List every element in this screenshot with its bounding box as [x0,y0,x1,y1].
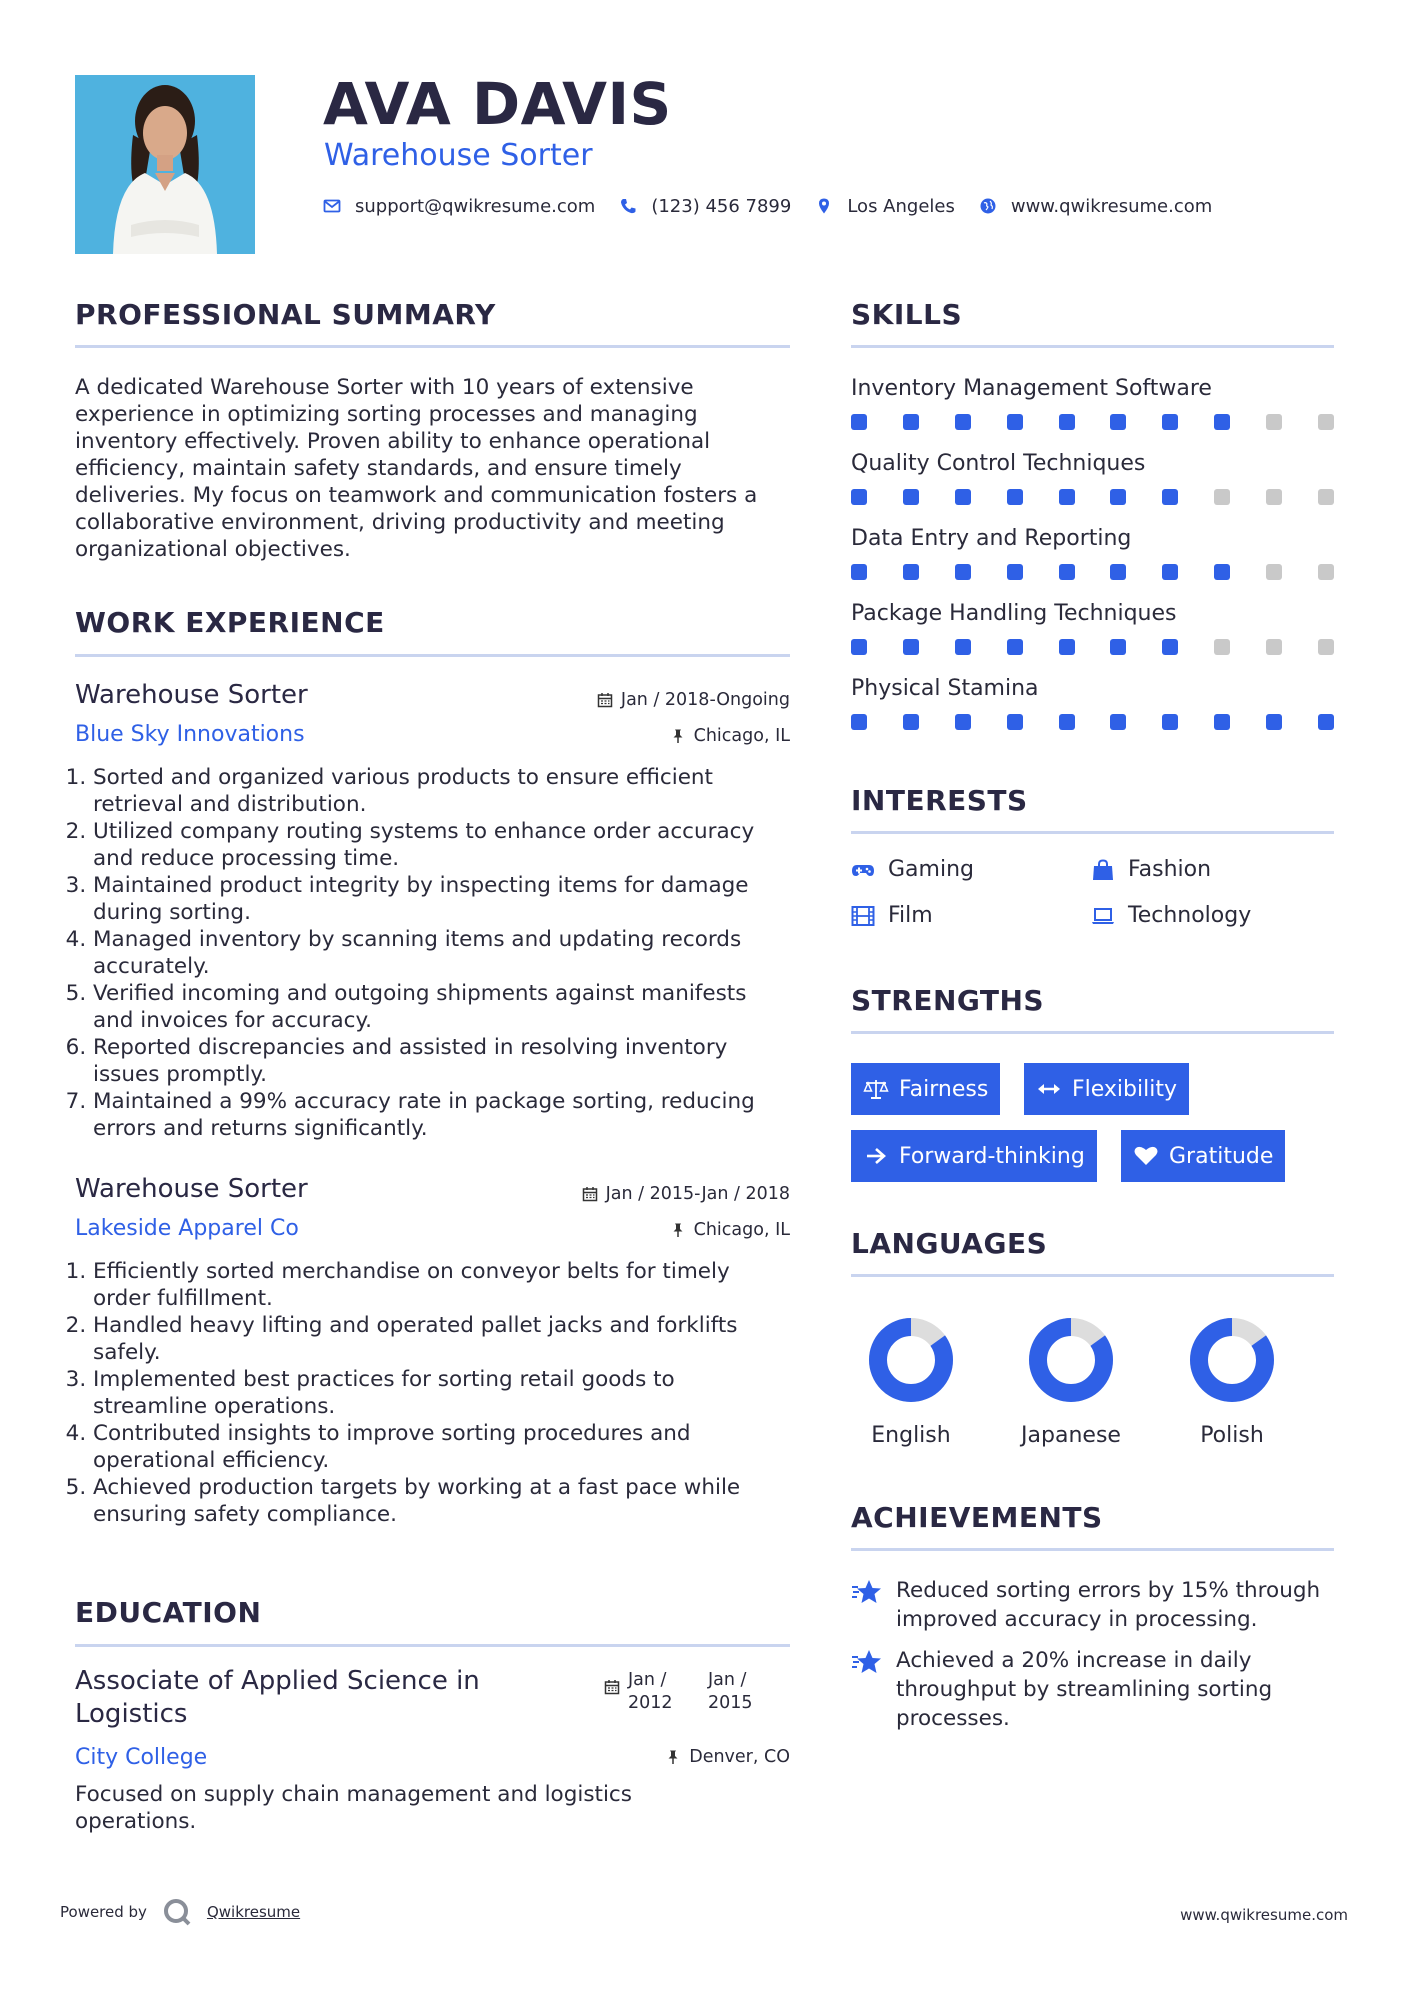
skill-dot-empty [1266,489,1282,505]
job-dates [582,1184,790,1204]
job-role: Warehouse Sorter [75,1174,308,1204]
education-location [665,1747,790,1767]
skill-dot-filled [1162,414,1178,430]
powered-by-text: Powered by [60,1903,147,1921]
skill-dot-filled [1214,564,1230,580]
education-heading: EDUCATION [75,1596,262,1629]
job-company[interactable]: Lakeside Apparel Co [75,1216,299,1241]
calendar-icon [604,1679,620,1695]
skill-dot-empty [1318,414,1334,430]
duty-item: 4. Managed inventory by scanning items and updating records accurately. [93,926,813,980]
strengths-heading: STRENGTHS [851,984,1045,1017]
language-name: Polish [1200,1423,1264,1448]
languages-heading: LANGUAGES [851,1227,1048,1260]
summary-heading: PROFESSIONAL SUMMARY [75,298,496,331]
achievements-divider [851,1548,1334,1551]
skill-dot-empty [1318,639,1334,655]
skill-dot-filled [903,714,919,730]
language-name: English [871,1423,951,1448]
job-company[interactable]: Blue Sky Innovations [75,722,305,747]
skill-dot-filled [1162,489,1178,505]
film-icon [851,905,875,927]
job-location-text: Chicago, IL [693,726,790,746]
skill-dot-empty [1266,564,1282,580]
skill-dot-empty [1266,414,1282,430]
skill-dot-filled [1007,414,1023,430]
education-school[interactable]: City College [75,1745,208,1770]
language-name: Japanese [1021,1423,1121,1448]
skill-dot-filled [851,714,867,730]
interest-label: Technology [1128,903,1252,928]
strength-label: Forward-thinking [899,1143,1085,1169]
strength-label: Fairness [899,1076,989,1102]
interest-label: Film [888,903,933,928]
language-donut [866,1315,956,1405]
contact-email[interactable]: support@qwikresume.com [355,195,596,217]
education-end-date: Jan / 2015 [708,1670,753,1713]
experience-heading: WORK EXPERIENCE [75,606,385,639]
job-duties-list [69,764,813,1142]
duty-item: 3. Implemented best practices for sorting retail goods to streamline operations. [93,1366,813,1420]
skill-dot-filled [1162,564,1178,580]
interest-item [851,857,974,882]
education-degree: Associate of Applied Science in Logistics [75,1666,480,1729]
skill-dot-empty [1214,489,1230,505]
skill-dot-filled [851,639,867,655]
phone-icon [619,197,637,215]
calendar-icon [597,692,613,708]
languages-divider [851,1274,1334,1277]
pushpin-icon [670,728,686,744]
interests-divider [851,831,1334,834]
skill-rating [851,714,1334,732]
achievement-item [851,1646,1341,1733]
skill-dot-filled [903,639,919,655]
duty-item: 5. Verified incoming and outgoing shipments against manifests and invoices for accuracy. [93,980,813,1034]
job-location [670,1220,790,1240]
job-duties-list [69,1258,813,1528]
skill-dot-filled [955,564,971,580]
job-dates-text: Jan / 2018-Ongoing [620,690,790,710]
interest-label: Gaming [888,857,974,882]
skill-dot-filled [1007,489,1023,505]
skills-divider [851,345,1334,348]
duty-item: 4. Contributed insights to improve sorting procedures and operational efficiency. [93,1420,813,1474]
skill-rating [851,564,1334,582]
strength-badge [1024,1063,1189,1115]
skill-dot-filled [1059,564,1075,580]
map-pin-icon [815,197,833,215]
skill-dot-filled [903,489,919,505]
duty-item: 6. Reported discrepancies and assisted in resolving inventory issues promptly. [93,1034,813,1088]
interest-label: Fashion [1128,857,1212,882]
duty-item: 2. Utilized company routing systems to enhance order accuracy and reduce processing time. [93,818,813,872]
education-divider [75,1644,790,1647]
summary-line: collaborative environment, driving productivity and meeting [75,510,725,535]
interest-item [851,903,933,928]
heart-icon [1133,1145,1159,1167]
strength-badge [851,1063,1000,1115]
skill-dot-empty [1318,489,1334,505]
skill-dot-filled [851,564,867,580]
pushpin-icon [670,1222,686,1238]
duty-item: 2. Handled heavy lifting and operated pallet jacks and forklifts safely. [93,1312,813,1366]
skill-dot-filled [851,489,867,505]
education-description: Focused on supply chain management and logistics operations. [75,1782,632,1834]
skill-name: Quality Control Techniques [851,451,1146,476]
skill-name: Inventory Management Software [851,376,1212,401]
skill-dot-filled [1162,714,1178,730]
skill-dot-filled [1059,489,1075,505]
skill-dot-filled [1214,414,1230,430]
skill-dot-filled [1110,414,1126,430]
skill-dot-filled [1110,714,1126,730]
summary-text [75,374,795,563]
education-location-text: Denver, CO [689,1747,790,1767]
strength-badge [1121,1130,1285,1182]
interests-heading: INTERESTS [851,784,1028,817]
profile-photo-illustration [75,75,255,254]
summary-line: inventory effectively. Proven ability to enhance operational [75,429,711,454]
skill-dot-filled [1059,414,1075,430]
skill-rating [851,489,1334,507]
skill-dot-filled [1007,639,1023,655]
contact-bar [323,195,1236,217]
strength-label: Gratitude [1169,1143,1274,1169]
skill-dot-filled [1007,714,1023,730]
contact-website[interactable]: www.qwikresume.com [1010,195,1213,217]
skill-dot-filled [955,639,971,655]
summary-line: organizational objectives. [75,537,351,562]
job-role: Warehouse Sorter [75,680,308,710]
achievements-heading: ACHIEVEMENTS [851,1501,1103,1534]
skill-dot-filled [851,414,867,430]
language-item [1157,1315,1307,1448]
job-location-text: Chicago, IL [693,1220,790,1240]
skill-name: Package Handling Techniques [851,601,1177,626]
interest-item [1091,857,1211,882]
skill-dot-filled [1110,639,1126,655]
skill-dot-filled [1162,639,1178,655]
brand-link[interactable]: Qwikresume [206,1903,301,1921]
summary-line: A dedicated Warehouse Sorter with 10 years of extensive [75,375,694,400]
strength-label: Flexibility [1072,1076,1177,1102]
skill-dot-filled [903,564,919,580]
interest-item [1091,903,1251,928]
job-dates [597,690,790,710]
shopping-bag-icon [1091,859,1115,881]
summary-line: experience in optimizing sorting processes and managing [75,402,698,427]
summary-line: efficiency, maintain safety standards, and ensure timely [75,456,682,481]
calendar-icon [582,1186,598,1202]
candidate-name: AVA DAVIS [323,70,672,138]
summary-divider [75,345,790,348]
job-dates-text: Jan / 2015-Jan / 2018 [605,1184,790,1204]
candidate-title: Warehouse Sorter [324,138,593,173]
duty-item: 1. Sorted and organized various products to ensure efficient retrieval and distribution. [93,764,813,818]
arrows-horizontal-icon [1036,1078,1062,1100]
envelope-icon [323,197,341,215]
footer-powered-by [60,1897,300,1927]
gamepad-icon [851,859,875,881]
duty-item: 3. Maintained product integrity by inspecting items for damage during sorting. [93,872,813,926]
skill-dot-filled [1266,714,1282,730]
education-start-date: Jan / 2012 [628,1670,673,1713]
skill-dot-empty [1318,564,1334,580]
experience-divider [75,654,790,657]
contact-location: Los Angeles [847,195,955,217]
globe-icon [979,197,997,215]
balance-scale-icon [863,1078,889,1100]
achievement-item [851,1576,1341,1634]
skill-dot-filled [1318,714,1334,730]
achievement-text: Achieved a 20% increase in daily throughput by streamlining sorting processes. [896,1648,1273,1731]
language-donut [1187,1315,1277,1405]
skill-dot-filled [1059,639,1075,655]
skill-dot-empty [1266,639,1282,655]
skill-dot-filled [1110,489,1126,505]
language-item [836,1315,986,1448]
skill-rating [851,639,1334,657]
skill-dot-filled [1059,714,1075,730]
contact-phone[interactable]: (123) 456 7899 [651,195,792,217]
duty-item: 1. Efficiently sorted merchandise on conveyor belts for timely order fulfillment. [93,1258,813,1312]
footer-url[interactable]: www.qwikresume.com [1180,1906,1348,1924]
skill-dot-filled [955,714,971,730]
achievement-text: Reduced sorting errors by 15% through improved accuracy in processing. [896,1578,1321,1632]
skill-dot-filled [1110,564,1126,580]
skill-name: Physical Stamina [851,676,1039,701]
duty-item: 7. Maintained a 99% accuracy rate in package sorting, reducing errors and returns significantly. [93,1088,813,1142]
job-location [670,726,790,746]
language-donut [1026,1315,1116,1405]
skills-heading: SKILLS [851,298,963,331]
star-icon [851,1648,883,1676]
skill-dot-filled [903,414,919,430]
skill-dot-filled [1007,564,1023,580]
skill-dot-filled [955,414,971,430]
strength-badge [851,1130,1097,1182]
education-dates [604,1669,778,1715]
laptop-icon [1091,905,1115,927]
duty-item: 5. Achieved production targets by working at a fast pace while ensuring safety compliance. [93,1474,813,1528]
profile-photo [75,75,255,254]
skill-name: Data Entry and Reporting [851,526,1132,551]
skill-dot-filled [1214,714,1230,730]
qwikresume-logo-icon [162,1897,192,1927]
language-item [996,1315,1146,1448]
skill-dot-filled [955,489,971,505]
strengths-divider [851,1031,1334,1034]
skill-dot-empty [1214,639,1230,655]
summary-line: deliveries. My focus on teamwork and communication fosters a [75,483,758,508]
pushpin-icon [665,1749,681,1765]
star-icon [851,1578,883,1606]
arrow-right-icon [863,1145,889,1167]
skill-rating [851,414,1334,432]
